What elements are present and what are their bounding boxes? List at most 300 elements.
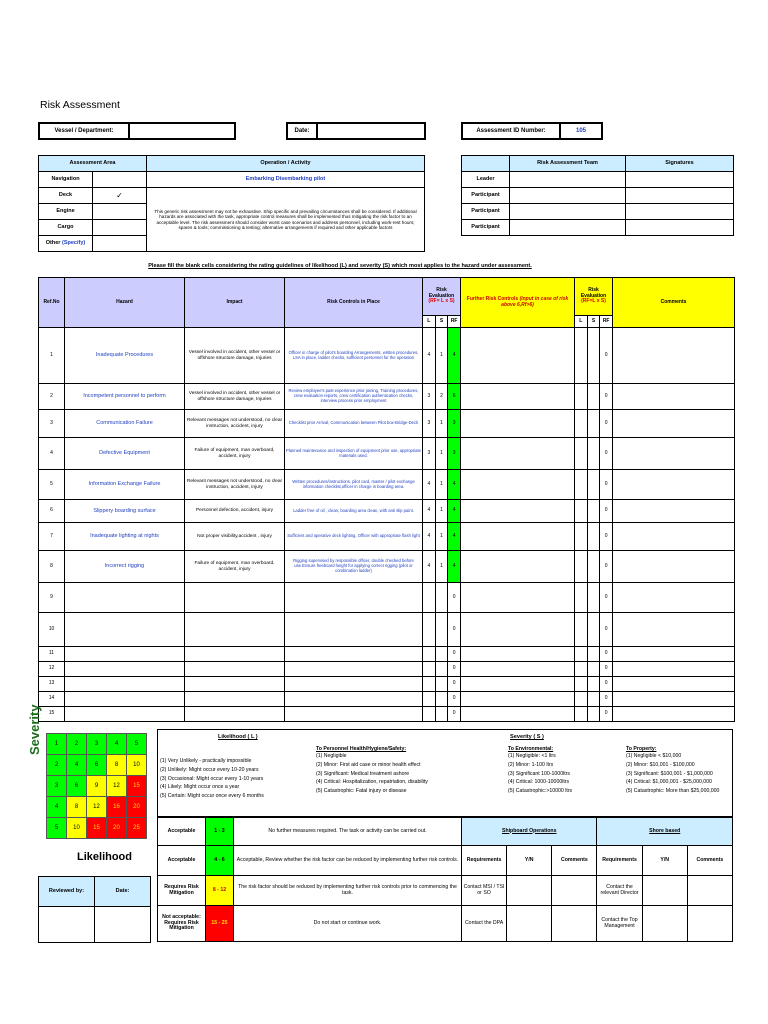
- risk-ref: 1: [39, 328, 65, 384]
- risk-further-controls[interactable]: [461, 551, 575, 583]
- further-controls-header: [461, 278, 575, 328]
- risk-s2[interactable]: [587, 523, 600, 551]
- risk-hazard: Communication Failure: [65, 410, 185, 438]
- risk-l: 3: [423, 410, 436, 438]
- risk-further-controls[interactable]: [461, 647, 575, 662]
- personnel-column: [316, 746, 496, 796]
- accept-text: Do not start or continue work.: [234, 906, 462, 942]
- risk-l2[interactable]: [575, 583, 588, 613]
- property-title: To Property:: [626, 746, 657, 752]
- vessel-field[interactable]: [129, 123, 235, 139]
- accept-label: Requires Risk Mitigation: [158, 876, 206, 906]
- matrix-cell: 8: [107, 755, 127, 776]
- area-navigation: Navigation: [39, 172, 93, 188]
- matrix-cell: 10: [127, 755, 147, 776]
- hazard-header: Hazard: [65, 278, 185, 328]
- risk-s2[interactable]: [587, 551, 600, 583]
- risk-s2[interactable]: [587, 677, 600, 692]
- risk-controls: Rigging supervised by responsible officer, double checked before use.Ensure freeboard height for applying correct rigging (pilot or combination ladder): [285, 551, 423, 583]
- area-engine-check[interactable]: [93, 204, 147, 220]
- matrix-severity-label: Severity: [27, 704, 42, 755]
- risk-comments[interactable]: [613, 677, 735, 692]
- risk-ref: 11: [39, 647, 65, 662]
- likelihood-item: (1) Very Unlikely - practically impossible: [160, 758, 252, 764]
- reviewed-by-label: Reviewed by:: [39, 877, 95, 907]
- risk-hazard: Inadequate Procedures: [65, 328, 185, 384]
- eval-header-title: Risk Evaluation: [428, 286, 455, 299]
- likelihood-title: Likelihood ( L ): [218, 734, 258, 740]
- risk-further-controls[interactable]: [461, 583, 575, 613]
- risk-comments[interactable]: [613, 707, 735, 722]
- accept-text: Acceptable, Review whether the risk factor can be reduced by implementing further risk controls.: [234, 846, 462, 876]
- rf2-header: RF: [600, 316, 613, 328]
- property-column: [626, 746, 734, 796]
- controls-header: Risk Controls in Place: [285, 278, 423, 328]
- risk-further-controls[interactable]: [461, 692, 575, 707]
- l-header: L: [423, 316, 436, 328]
- operation-title: Embarking Disembarking pilot: [147, 172, 425, 188]
- likelihood-item: (4) Likely: Might occur once a year: [160, 784, 240, 791]
- risk-l2[interactable]: [575, 523, 588, 551]
- risk-s2[interactable]: [587, 613, 600, 647]
- risk-l: [423, 647, 436, 662]
- likelihood-list: [160, 757, 310, 801]
- review-date-label: Date:: [95, 877, 151, 907]
- matrix-cell: 2: [47, 755, 67, 776]
- risk-controls: [285, 583, 423, 613]
- risk-rf2: 0: [600, 328, 613, 384]
- matrix-cell: 25: [127, 818, 147, 839]
- risk-rf2: 0: [600, 470, 613, 500]
- matrix-cell: 16: [107, 797, 127, 818]
- risk-further-controls[interactable]: [461, 328, 575, 384]
- risk-s: 1: [435, 438, 448, 470]
- risk-comments[interactable]: [613, 551, 735, 583]
- risk-row: [39, 707, 735, 722]
- instruction-text: Please fill the blank cells considering the rating guidelines of likelihood (L) and severity (S) which most applies to the hazard under assessment.: [148, 263, 532, 269]
- risk-rf2: 0: [600, 551, 613, 583]
- assessment-id-label: Assessment ID Number:: [462, 123, 560, 139]
- risk-s: 1: [435, 410, 448, 438]
- risk-ref: 5: [39, 470, 65, 500]
- shore-comments-header: Comments: [687, 846, 732, 876]
- risk-rf2: 0: [600, 410, 613, 438]
- likelihood-item: (3) Occasional: Might occur every 1-10 years: [160, 775, 264, 782]
- property-item: (1) Negligible < $10,000: [626, 753, 682, 759]
- risk-hazard: Slippery boarding surface: [65, 500, 185, 523]
- area-other-label: Other: [45, 240, 61, 247]
- environment-title: To Environmental:: [508, 746, 554, 752]
- risk-s2[interactable]: [587, 328, 600, 384]
- ref-header: Ref.No: [39, 278, 65, 328]
- shore-yn-header: Y/N: [642, 846, 687, 876]
- risk-l2[interactable]: [575, 662, 588, 677]
- shore-comments[interactable]: [687, 906, 732, 942]
- risk-l: [423, 583, 436, 613]
- impact-header: Impact: [185, 278, 285, 328]
- risk-hazard: [65, 647, 185, 662]
- review-table: [38, 876, 151, 943]
- risk-row: [39, 613, 735, 647]
- risk-controls: [285, 692, 423, 707]
- team-participant-label: Participant: [462, 220, 510, 236]
- risk-l2[interactable]: [575, 551, 588, 583]
- operation-header: Operation / Activity: [147, 156, 425, 172]
- risk-impact: [185, 613, 285, 647]
- matrix-cell: 15: [127, 776, 147, 797]
- team-header: Risk Assessment Team: [510, 156, 626, 172]
- accept-label: Acceptable: [158, 818, 206, 846]
- eval2-header: [575, 278, 613, 316]
- team-participant-name[interactable]: [510, 188, 626, 204]
- risk-impact: Personnel defection, accident, injury: [185, 500, 285, 523]
- risk-l: 3: [423, 384, 436, 410]
- risk-l: [423, 613, 436, 647]
- matrix-row: [47, 734, 147, 755]
- risk-rf: 0: [448, 662, 461, 677]
- accept-range: 8 - 12: [206, 876, 234, 906]
- property-item: (3) Significant: $100,001 - $1,000,000: [626, 770, 713, 777]
- risk-comments[interactable]: [613, 692, 735, 707]
- risk-comments[interactable]: [613, 500, 735, 523]
- assessment-id-field[interactable]: 105: [560, 123, 602, 139]
- risk-s: 1: [435, 470, 448, 500]
- risk-row: [39, 500, 735, 523]
- risk-l2[interactable]: [575, 692, 588, 707]
- risk-s2[interactable]: [587, 470, 600, 500]
- risk-comments[interactable]: [613, 647, 735, 662]
- risk-row: [39, 410, 735, 438]
- risk-comments[interactable]: [613, 328, 735, 384]
- matrix-cell: 3: [87, 734, 107, 755]
- eval-header-formula: (RF= L x S): [428, 298, 455, 305]
- risk-s2[interactable]: [587, 662, 600, 677]
- risk-rf2: 0: [600, 613, 613, 647]
- risk-l2[interactable]: [575, 410, 588, 438]
- risk-table-body: [39, 328, 735, 722]
- matrix-cell: 5: [127, 734, 147, 755]
- matrix-row: [47, 755, 147, 776]
- risk-l: [423, 692, 436, 707]
- risk-controls: Sufficient and operative deck lighting, Officer with appropriate flash light: [285, 523, 423, 551]
- risk-s: [435, 613, 448, 647]
- risk-controls: Ladder free of oil , clean, boarding area clean, with anti slip paint.: [285, 500, 423, 523]
- risk-controls: Planned maintenance and inspection of equipment prior use, appropriate materials used.: [285, 438, 423, 470]
- risk-table: [38, 277, 735, 722]
- ship-yn-header: Y/N: [507, 846, 552, 876]
- risk-impact: [185, 583, 285, 613]
- risk-rf: 4: [448, 470, 461, 500]
- risk-further-controls[interactable]: [461, 500, 575, 523]
- team-leader-name[interactable]: [510, 172, 626, 188]
- risk-rf: 4: [448, 500, 461, 523]
- date-field[interactable]: [317, 123, 425, 139]
- accept-range: 4 - 6: [206, 846, 234, 876]
- risk-ref: 6: [39, 500, 65, 523]
- risk-further-controls[interactable]: [461, 523, 575, 551]
- risk-rf: 6: [448, 384, 461, 410]
- risk-comments[interactable]: [613, 662, 735, 677]
- risk-comments[interactable]: [613, 384, 735, 410]
- further-controls-note: (input in case of risk above 6,Rf>6): [501, 295, 569, 308]
- accept-range: 1 - 3: [206, 818, 234, 846]
- risk-rf: 3: [448, 438, 461, 470]
- risk-row: [39, 328, 735, 384]
- risk-s2[interactable]: [587, 410, 600, 438]
- risk-s: [435, 677, 448, 692]
- risk-row: [39, 647, 735, 662]
- risk-further-controls[interactable]: [461, 438, 575, 470]
- risk-l2[interactable]: [575, 470, 588, 500]
- risk-comments[interactable]: [613, 583, 735, 613]
- risk-comments[interactable]: [613, 613, 735, 647]
- matrix-cell: 4: [47, 797, 67, 818]
- l2-header: L: [575, 316, 588, 328]
- shore-header: Shore based: [597, 818, 733, 846]
- accept-label: Not acceptable: Requires Risk Mitigation: [158, 906, 206, 942]
- risk-s: [435, 707, 448, 722]
- risk-team-table: [461, 155, 734, 236]
- risk-further-controls[interactable]: [461, 707, 575, 722]
- risk-s2[interactable]: [587, 384, 600, 410]
- risk-ref: 7: [39, 523, 65, 551]
- acceptance-table: [157, 817, 733, 942]
- risk-hazard: Defective Equipment: [65, 438, 185, 470]
- operation-description: This generic risk assessment may not be exhaustive. Ship specific and prevailing circumstances shall be considered. If additional hazards are associated with the task, appropriate control measures shall be implemented thus mitigating the risk factor to an acceptable level. The risk assessment should consider worst case scenarios and address personnel, including work-rest hours; spares & tools; commissioning & testing; alternative arrangements if required and other applicable factors: [147, 188, 425, 252]
- property-item: (5) Catastrophic: More than $25,000,000: [626, 788, 720, 795]
- team-participant-signature[interactable]: [626, 204, 734, 220]
- risk-rf2: 0: [600, 583, 613, 613]
- date-info: [286, 122, 426, 140]
- accept-range: 15 - 25: [206, 906, 234, 942]
- risk-hazard: Incompetent personnel to perform: [65, 384, 185, 410]
- property-item: (2) Minor: $10,001 - $100,000: [626, 761, 695, 768]
- risk-rf2: 0: [600, 438, 613, 470]
- personnel-item: (3) Significant: Medical treatment ashore: [316, 770, 410, 777]
- risk-s2[interactable]: [587, 692, 600, 707]
- risk-s2[interactable]: [587, 500, 600, 523]
- matrix-row: [47, 818, 147, 839]
- risk-l2[interactable]: [575, 677, 588, 692]
- risk-s: 1: [435, 500, 448, 523]
- personnel-item: (4) Critical: Hospitalization, repatriation, disability: [316, 779, 428, 786]
- ship-yn[interactable]: [507, 906, 552, 942]
- team-participant-name[interactable]: [510, 204, 626, 220]
- risk-s2[interactable]: [587, 583, 600, 613]
- risk-impact: Failure of equipment, man overboard, accident, injury: [185, 438, 285, 470]
- area-navigation-check[interactable]: [93, 172, 147, 188]
- matrix-cell: 20: [127, 797, 147, 818]
- risk-row: [39, 677, 735, 692]
- team-participant-signature[interactable]: [626, 220, 734, 236]
- accept-text: No further measures required. The task or activity can be carried out.: [234, 818, 462, 846]
- risk-rf: 0: [448, 647, 461, 662]
- risk-s2[interactable]: [587, 647, 600, 662]
- shore-req-header: Requirements: [597, 846, 642, 876]
- risk-impact: [185, 692, 285, 707]
- s2-header: S: [587, 316, 600, 328]
- ship-req: Contact MSI / TSI or SO: [462, 876, 507, 906]
- risk-controls: Officer in charge of pilot's boarding Arrangements, written procedures, LSA in place, ladder checks, sufficient personnel for the operation: [285, 328, 423, 384]
- risk-hazard: [65, 583, 185, 613]
- date-label: Date:: [287, 123, 317, 139]
- team-participant-name[interactable]: [510, 220, 626, 236]
- area-cargo-check[interactable]: [93, 220, 147, 236]
- further-controls-title: Further Risk Controls: [466, 295, 519, 302]
- vessel-label: Vessel / Department:: [39, 123, 129, 139]
- area-other-check[interactable]: [93, 236, 147, 252]
- risk-l2[interactable]: [575, 500, 588, 523]
- shore-yn[interactable]: [642, 876, 687, 906]
- eval2-header-title: Risk Evaluation: [580, 286, 607, 299]
- risk-ref: 14: [39, 692, 65, 707]
- matrix-row: [47, 776, 147, 797]
- risk-comments[interactable]: [613, 470, 735, 500]
- risk-s: 1: [435, 523, 448, 551]
- risk-row: [39, 438, 735, 470]
- risk-impact: Not proper visibility,accident , injury: [185, 523, 285, 551]
- risk-s: 1: [435, 328, 448, 384]
- assessment-area-table: [38, 155, 425, 252]
- risk-hazard: [65, 677, 185, 692]
- s-header: S: [435, 316, 448, 328]
- review-date-field[interactable]: [95, 907, 151, 943]
- risk-rf: 4: [448, 328, 461, 384]
- risk-row: [39, 470, 735, 500]
- matrix-cell: 4: [67, 755, 87, 776]
- risk-s2[interactable]: [587, 707, 600, 722]
- risk-rf: 0: [448, 692, 461, 707]
- risk-l: 4: [423, 470, 436, 500]
- risk-ref: 12: [39, 662, 65, 677]
- matrix-row: [47, 797, 147, 818]
- area-other: [39, 236, 93, 252]
- risk-l: [423, 662, 436, 677]
- risk-rf: 0: [448, 583, 461, 613]
- matrix-cell: 12: [107, 776, 127, 797]
- shore-yn[interactable]: [642, 906, 687, 942]
- area-deck-check[interactable]: ✓: [93, 188, 147, 204]
- risk-rf2: 0: [600, 662, 613, 677]
- risk-row: [39, 692, 735, 707]
- risk-l: 4: [423, 500, 436, 523]
- environment-item: (3) Significant 100-1000ltrs: [508, 770, 570, 777]
- risk-rf: 0: [448, 707, 461, 722]
- environment-item: (5) Catastrophic:>10000 ltrs: [508, 788, 573, 795]
- risk-l: [423, 677, 436, 692]
- risk-further-controls[interactable]: [461, 677, 575, 692]
- environment-column: [508, 746, 623, 796]
- team-role-header: [462, 156, 510, 172]
- risk-l2[interactable]: [575, 438, 588, 470]
- risk-s: 1: [435, 551, 448, 583]
- likelihood-item: (2) Unlikely: Might occur every 10-20 years: [160, 766, 259, 773]
- risk-controls: [285, 647, 423, 662]
- risk-comments[interactable]: [613, 410, 735, 438]
- ship-comments[interactable]: [552, 906, 597, 942]
- risk-comments[interactable]: [613, 523, 735, 551]
- risk-ref: 15: [39, 707, 65, 722]
- risk-further-controls[interactable]: [461, 384, 575, 410]
- risk-further-controls[interactable]: [461, 662, 575, 677]
- personnel-item: (1) Negligible: [316, 753, 347, 759]
- property-item: (4) Critical: $1,000,001 - $25,000,000: [626, 779, 712, 786]
- risk-hazard: Incorrect rigging: [65, 551, 185, 583]
- risk-impact: [185, 707, 285, 722]
- risk-l2[interactable]: [575, 328, 588, 384]
- risk-comments[interactable]: [613, 438, 735, 470]
- risk-hazard: [65, 707, 185, 722]
- risk-rf2: 0: [600, 647, 613, 662]
- risk-l: 3: [423, 438, 436, 470]
- matrix-cell: 2: [67, 734, 87, 755]
- risk-l2[interactable]: [575, 707, 588, 722]
- signatures-header: Signatures: [626, 156, 734, 172]
- risk-l2[interactable]: [575, 647, 588, 662]
- risk-hazard: [65, 662, 185, 677]
- risk-hazard: Inadequate lighting at nights: [65, 523, 185, 551]
- risk-l: [423, 707, 436, 722]
- ship-comments[interactable]: [552, 876, 597, 906]
- team-participant-label: Participant: [462, 188, 510, 204]
- team-participant-label: Participant: [462, 204, 510, 220]
- risk-further-controls[interactable]: [461, 410, 575, 438]
- risk-ref: 8: [39, 551, 65, 583]
- shore-req: Contact the Top Management: [597, 906, 642, 942]
- ship-req: Contact the DPA: [462, 906, 507, 942]
- risk-rf: 0: [448, 677, 461, 692]
- risk-l2[interactable]: [575, 384, 588, 410]
- risk-ref: 2: [39, 384, 65, 410]
- team-participant-signature[interactable]: [626, 188, 734, 204]
- team-leader-signature[interactable]: [626, 172, 734, 188]
- shore-comments[interactable]: [687, 876, 732, 906]
- risk-controls: [285, 613, 423, 647]
- risk-further-controls[interactable]: [461, 613, 575, 647]
- risk-rf: 3: [448, 410, 461, 438]
- personnel-item: (2) Minor: First aid case or minor health effect: [316, 761, 421, 768]
- risk-controls: Written procedures/instructions, pilot card, master / pilot exchange information checklist,officer in charge in boarding area.: [285, 470, 423, 500]
- risk-row: [39, 523, 735, 551]
- personnel-title: To Personnel Health/Hygiene/Safety:: [316, 746, 407, 752]
- risk-further-controls[interactable]: [461, 470, 575, 500]
- eval2-header-formula: (RF=L x S): [581, 298, 606, 305]
- matrix-cell: 1: [47, 734, 67, 755]
- eval-header: [423, 278, 461, 316]
- risk-ref: 10: [39, 613, 65, 647]
- risk-s2[interactable]: [587, 438, 600, 470]
- vessel-info: [38, 122, 236, 140]
- ship-yn[interactable]: [507, 876, 552, 906]
- risk-impact: Relevant messages not understood, no clear instruction, accident, injury: [185, 470, 285, 500]
- risk-rf: 4: [448, 551, 461, 583]
- risk-row: [39, 662, 735, 677]
- assessment-id-info: [461, 122, 603, 140]
- risk-rf2: 0: [600, 500, 613, 523]
- risk-l2[interactable]: [575, 613, 588, 647]
- risk-ref: 13: [39, 677, 65, 692]
- risk-impact: Failure of equipment, man overboard, accident, injury: [185, 551, 285, 583]
- risk-s: [435, 692, 448, 707]
- environment-item: (2) Minor: 1-100 ltrs: [508, 761, 554, 768]
- risk-rf2: 0: [600, 677, 613, 692]
- risk-rf2: 0: [600, 707, 613, 722]
- severity-title: Severity ( S ): [510, 734, 544, 740]
- matrix-cell: 8: [67, 797, 87, 818]
- risk-controls: [285, 677, 423, 692]
- area-cargo: Cargo: [39, 220, 93, 236]
- reviewed-by-field[interactable]: [39, 907, 95, 943]
